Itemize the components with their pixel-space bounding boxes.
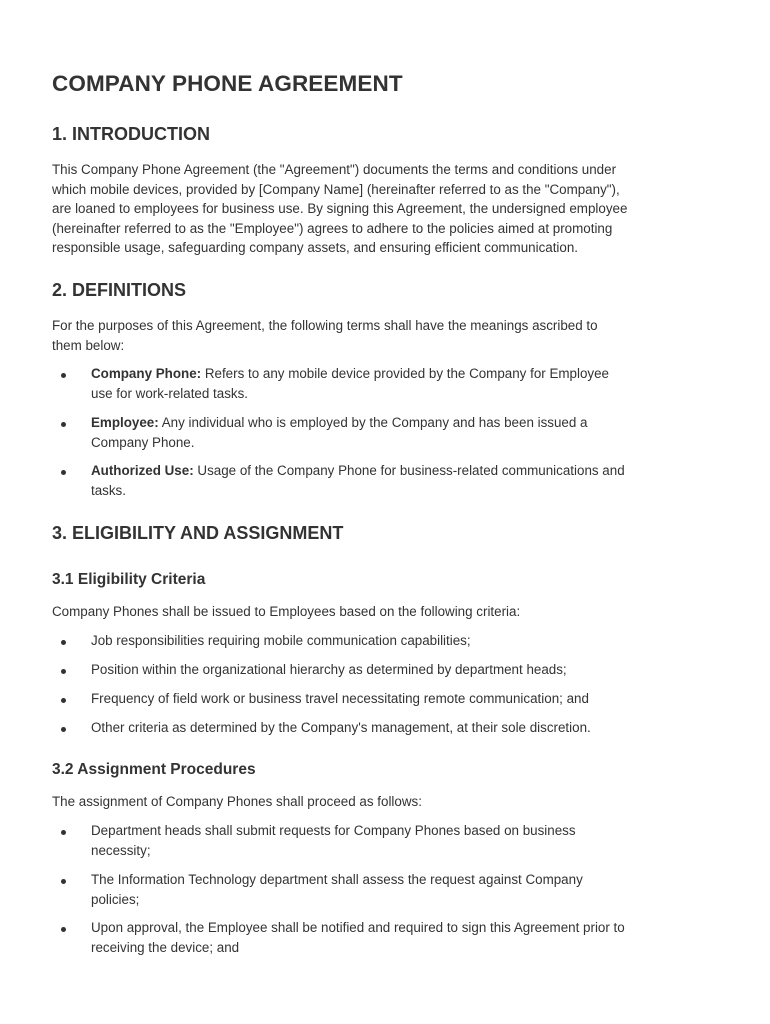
section-heading-definitions: 2. DEFINITIONS [52,280,187,300]
bullet-icon [61,640,66,645]
section-heading-introduction: 1. INTRODUCTION [52,124,211,144]
bullet-icon [61,669,66,674]
subsection-heading-eligibility-criteria: 3.1 Eligibility Criteria [52,571,206,588]
bullet-icon [61,470,66,475]
subsection-heading-assignment-procedures: 3.2 Assignment Procedures [52,761,256,778]
definition-term: Company Phone: [91,366,202,381]
bullet-icon [61,927,66,932]
bullet-icon [61,698,66,703]
bullet-icon [61,727,66,732]
bullet-icon [61,422,66,427]
definitions-intro: For the purposes of this Agreement, the following terms shall have the meanings ascribed to them below: [52,318,598,353]
definition-term: Employee: [91,415,159,430]
bullet-icon [61,879,66,884]
document-title: COMPANY PHONE AGREEMENT [52,71,403,96]
bullet-icon [61,373,66,378]
eligibility-intro: Company Phones shall be issued to Employees based on the following criteria: [52,604,521,619]
assignment-intro: The assignment of Company Phones shall proceed as follows: [52,794,422,809]
section-heading-eligibility: 3. ELIGIBILITY AND ASSIGNMENT [52,523,344,543]
definition-term: Authorized Use: [91,463,194,478]
introduction-paragraph: This Company Phone Agreement (the "Agreement") documents the terms and conditions under which mobile devices, provided by [Company Name] (hereinafter referred to as the "Company"), are loaned to employees for business use. By signing this Agreement, the undersigned employee (hereinafter referred to as the "Employee") agrees to adhere to the policies aimed at promoting responsible usage, safeguarding company assets, and ensuring efficient communication. [52,162,628,255]
bullet-icon [61,830,66,835]
